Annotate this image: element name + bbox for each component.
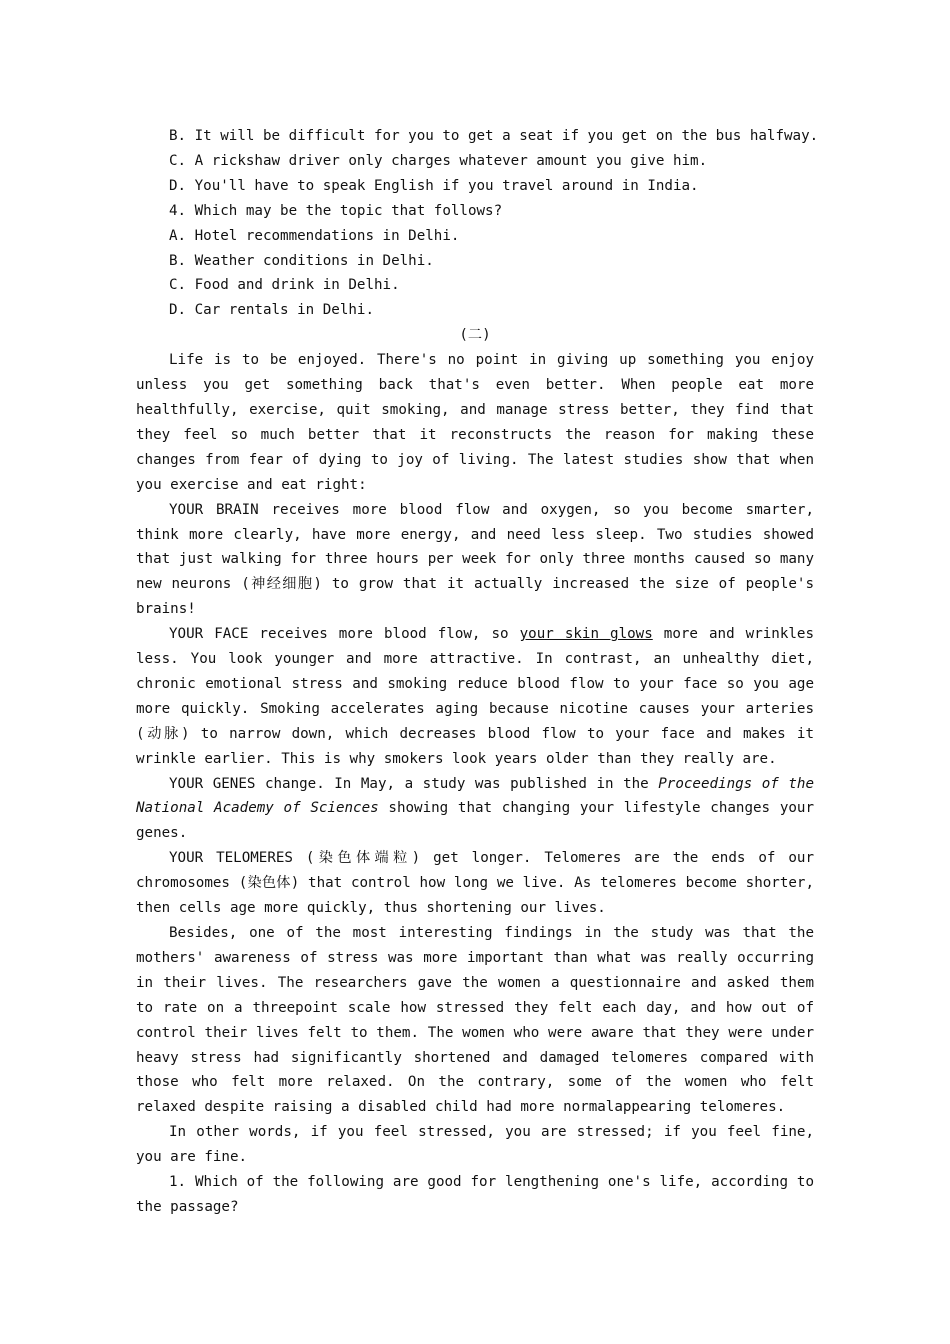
question-4-stem: 4. Which may be the topic that follows?: [169, 202, 503, 219]
question-1-stem: 1. Which of the following are good for lengthening one's life, according to the passage?: [136, 1174, 814, 1215]
passage-paragraph-4: [136, 772, 814, 847]
journal-title: Proceedings of the National Academy of Sciences: [136, 775, 814, 817]
section-heading: (二): [459, 327, 491, 344]
prev-option-c: C. A rickshaw driver only charges whatever amount you give him.: [169, 152, 708, 169]
question-4-option-c: C. Food and drink in Delhi.: [169, 277, 400, 294]
paragraph-4-start: YOUR GENES change. In May, a study was published in the: [169, 775, 659, 792]
passage-paragraph-3: [136, 622, 814, 771]
paragraph-4-end: showing that changing your lifestyle changes your genes.: [136, 800, 814, 842]
paragraph-3-start: YOUR FACE receives more blood flow, so: [169, 626, 520, 643]
question-4-option-d: D. Car rentals in Delhi.: [169, 302, 374, 319]
question-4-option-a: A. Hotel recommendations in Delhi.: [169, 227, 460, 244]
document-page: [136, 124, 819, 1220]
passage-paragraph-5: YOUR TELOMERES (染色体端粒) get longer. Telomeres are the ends of our chromosomes (染色体) that control how long we live. As telomeres become shorter, then cells age more quickly, thus shortening our lives.: [136, 850, 814, 917]
passage-paragraph-1: Life is to be enjoyed. There's no point in giving up something you enjoy unless you get something back that's even better. When people eat more healthfully, exercise, quit smoking, and manage stress better, they find that they feel so much better that it reconstructs the reason for making these changes from fear of dying to joy of living. The latest studies show that when you exercise and eat right:: [136, 352, 814, 493]
question-4-option-b: B. Weather conditions in Delhi.: [169, 252, 434, 269]
underlined-phrase: your skin glows: [519, 626, 653, 643]
passage-paragraph-6: Besides, one of the most interesting findings in the study was that the mothers' awareness of stress was more important than what was really occurring in their lives. The researchers gave the women a questionnaire and asked them to rate on a threepoint scale how stressed they felt each day, and how out of control their lives felt to them. The women who were aware that they were under heavy stress had significantly shortened and damaged telomeres compared with those who felt more relaxed. On the contrary, some of the women who felt relaxed despite raising a disabled child had more normalappearing telomeres.: [136, 925, 814, 1116]
prev-option-b: B. It will be difficult for you to get a seat if you get on the bus halfway.: [169, 128, 819, 144]
paragraph-3-end: more and wrinkles less. You look younger and more attractive. In contrast, an unhealthy diet, chronic emotional stress and smoking reduce blood flow to your face so you age more quickly. Smoking accelerates aging because nicotine causes your arteries (动脉) to narrow down, which decreases blood flow to your face and makes it wrinkle earlier. This is why smokers look years older than they really are.: [136, 626, 814, 767]
passage-paragraph-2: YOUR BRAIN receives more blood flow and oxygen, so you become smarter, think more clearly, have more energy, and need less sleep. Two studies showed that just walking for three hours per week for only three months caused so many new neurons (神经细胞) to grow that it actually increased the size of people's brains!: [136, 501, 814, 618]
prev-option-d: D. You'll have to speak English if you travel around in India.: [169, 177, 699, 194]
passage-paragraph-7: In other words, if you feel stressed, you are stressed; if you feel fine, you are fine.: [136, 1124, 814, 1166]
